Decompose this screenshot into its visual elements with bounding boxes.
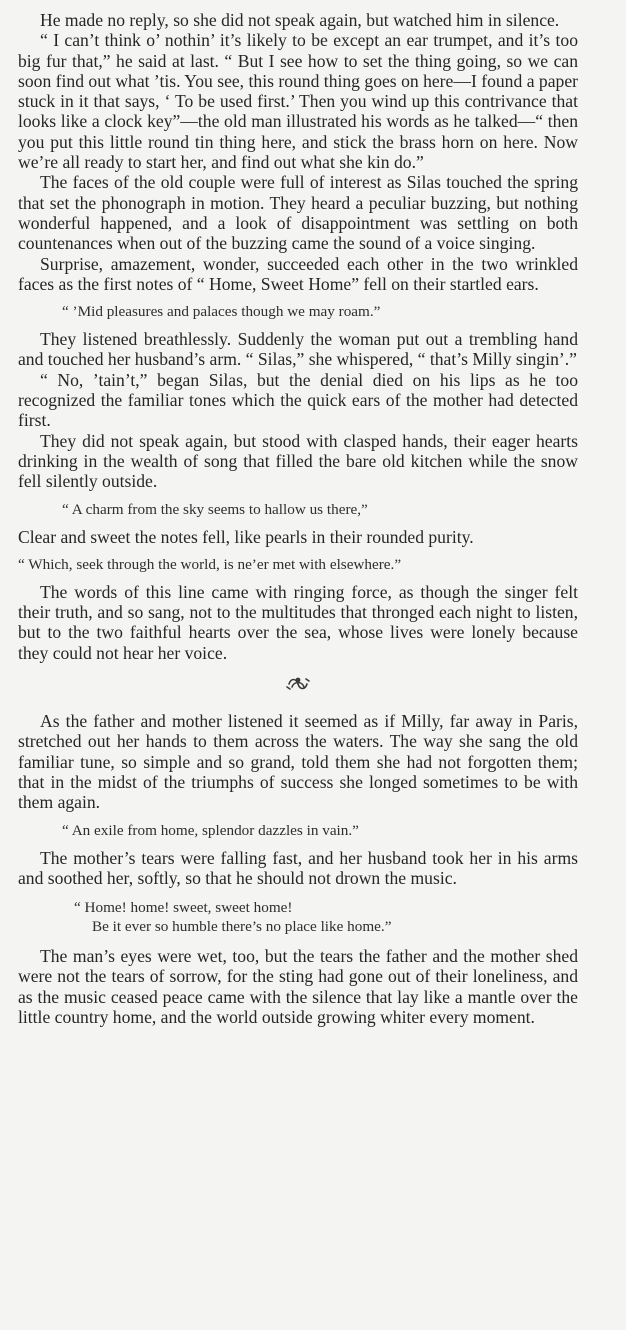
paragraph-1: He made no reply, so she did not speak again, but watched him in silence. (40, 10, 560, 30)
song-verse-2: “ A charm from the sky seems to hallow us there,” (62, 500, 368, 518)
paragraph-10: As the father and mother listened it seemed as if Milly, far away in Paris, stretched out her hands to them across the waters. The way she sang the old familiar tune, so simple and so grand, told them she had not forgotten them; that in the midst of the triumphs of success she longed sometimes to be with them again. (18, 711, 578, 813)
song-verse-5 (74, 898, 578, 936)
song-verse-4: “ An exile from home, splendor dazzles in vain.” (62, 821, 359, 839)
paragraph-2: “ I can’t think o’ nothin’ it’s likely to be except an ear trumpet, and it’s too big fur that,” he said at last. “ But I see how to set the thing going, so we can soon find out what ’tis. You see, this round thing goes on here—I found a paper stuck in it that says, ‘ To be used first.’ Then you wind up this contrivance that looks like a clock key”—the old man illustrated his words as he talked—“ then you put this little round tin thing here, and stick the brass horn on here. Now we’re all ready to start her, and find out what she kin do.” (18, 30, 578, 173)
paragraph-11: The mother’s tears were falling fast, and her husband took her in his arms and soothed her, softly, so that he should not drown the music. (18, 847, 578, 888)
paragraph-3: The faces of the old couple were full of interest as Silas touched the spring that set the phonograph in motion. They heard a peculiar buzzing, but nothing wonderful happened, and a look of disappointment was settling on both countenances when out of the buzzing came the sound of a voice singing. (18, 172, 578, 254)
paragraph-12: The man’s eyes were wet, too, but the tears the father and the mother shed were not the tears of sorrow, for the sting had gone out of their loneliness, and as the music ceased peace came with the silence that lay like a mantle over the little country home, and the world outside growing whiter every moment. (18, 946, 578, 1027)
paragraph-5: They listened breathlessly. Suddenly the woman put out a trembling hand and touched her husband’s arm. “ Silas,” she whispered, “ that’s Milly singin’.” (18, 329, 578, 370)
song-verse-3: “ Which, seek through the world, is ne’er met with elsewhere.” (18, 555, 402, 573)
paragraph-8: Clear and sweet the notes fell, like pearls in their rounded purity. (18, 526, 474, 547)
song-verse-5-line-2: Be it ever so humble there’s no place like home.” (92, 918, 392, 936)
paragraph-7: They did not speak again, but stood with clasped hands, their eager hearts drinking in the wealth of song that filled the bare old kitchen while the snow fell silently outside. (18, 430, 578, 492)
floral-dingbat-icon (285, 675, 311, 693)
paragraph-9: The words of this line came with ringing force, as though the singer felt their truth, and so sang, not to the multitudes that thronged each night to listen, but to the two faithful hearts over the sea, whose lives were lonely because they could not hear her voice. (18, 581, 578, 663)
song-verse-5-line-1: “ Home! home! sweet, sweet home! (74, 899, 293, 917)
section-ornament (18, 675, 578, 699)
story-text-column (18, 10, 578, 1027)
song-verse-1: “ ’Mid pleasures and palaces though we may roam.” (62, 303, 381, 321)
paragraph-6: “ No, ’tain’t,” began Silas, but the denial died on his lips as he too recognized the familiar tones which the quick ears of the mother had detected first. (18, 369, 578, 431)
paragraph-4: Surprise, amazement, wonder, succeeded each other in the two wrinkled faces as the first notes of “ Home, Sweet Home” fell on their startled ears. (18, 253, 578, 294)
